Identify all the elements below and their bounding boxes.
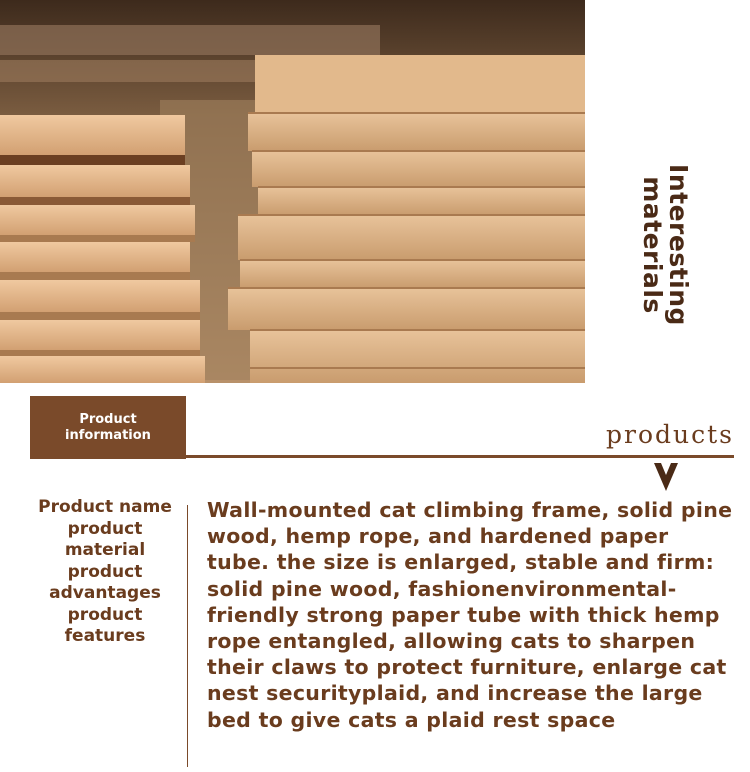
label-product: product — [67, 518, 143, 539]
label-features: features — [64, 626, 146, 646]
section-divider — [186, 455, 734, 458]
label-product: product — [67, 561, 143, 582]
section-heading: products — [606, 420, 734, 449]
column-divider — [187, 505, 188, 767]
side-title-line-2: materials — [638, 176, 668, 314]
badge-line-2: information — [65, 427, 151, 443]
product-description: Wall-mounted cat climbing frame, solid pine wood, hemp rope, and hardened paper tube. the size is enlarged, stable and firm: solid pine wood, fashionenvironmental-friendly strong paper tube with thick hemp rope entangled, allowing cats to sharpen their claws to protect furniture, enlarge cat nest securityplaid, and increase the large bed to give cats a plaid rest space — [207, 498, 733, 732]
chevron-down-icon — [654, 463, 678, 491]
product-information-badge — [30, 396, 186, 459]
label-material: material — [64, 540, 146, 560]
hero-photo-wood-boards — [0, 0, 585, 383]
label-advantages: advantages — [49, 583, 161, 603]
wood-boards-illustration — [0, 0, 585, 383]
product-field-labels — [30, 497, 180, 648]
side-title — [630, 160, 700, 330]
label-product: product — [67, 604, 143, 625]
badge-line-1: Product — [79, 411, 137, 427]
label-product-name: Product name — [38, 497, 172, 517]
side-title-line-1: Interesting — [664, 164, 694, 326]
